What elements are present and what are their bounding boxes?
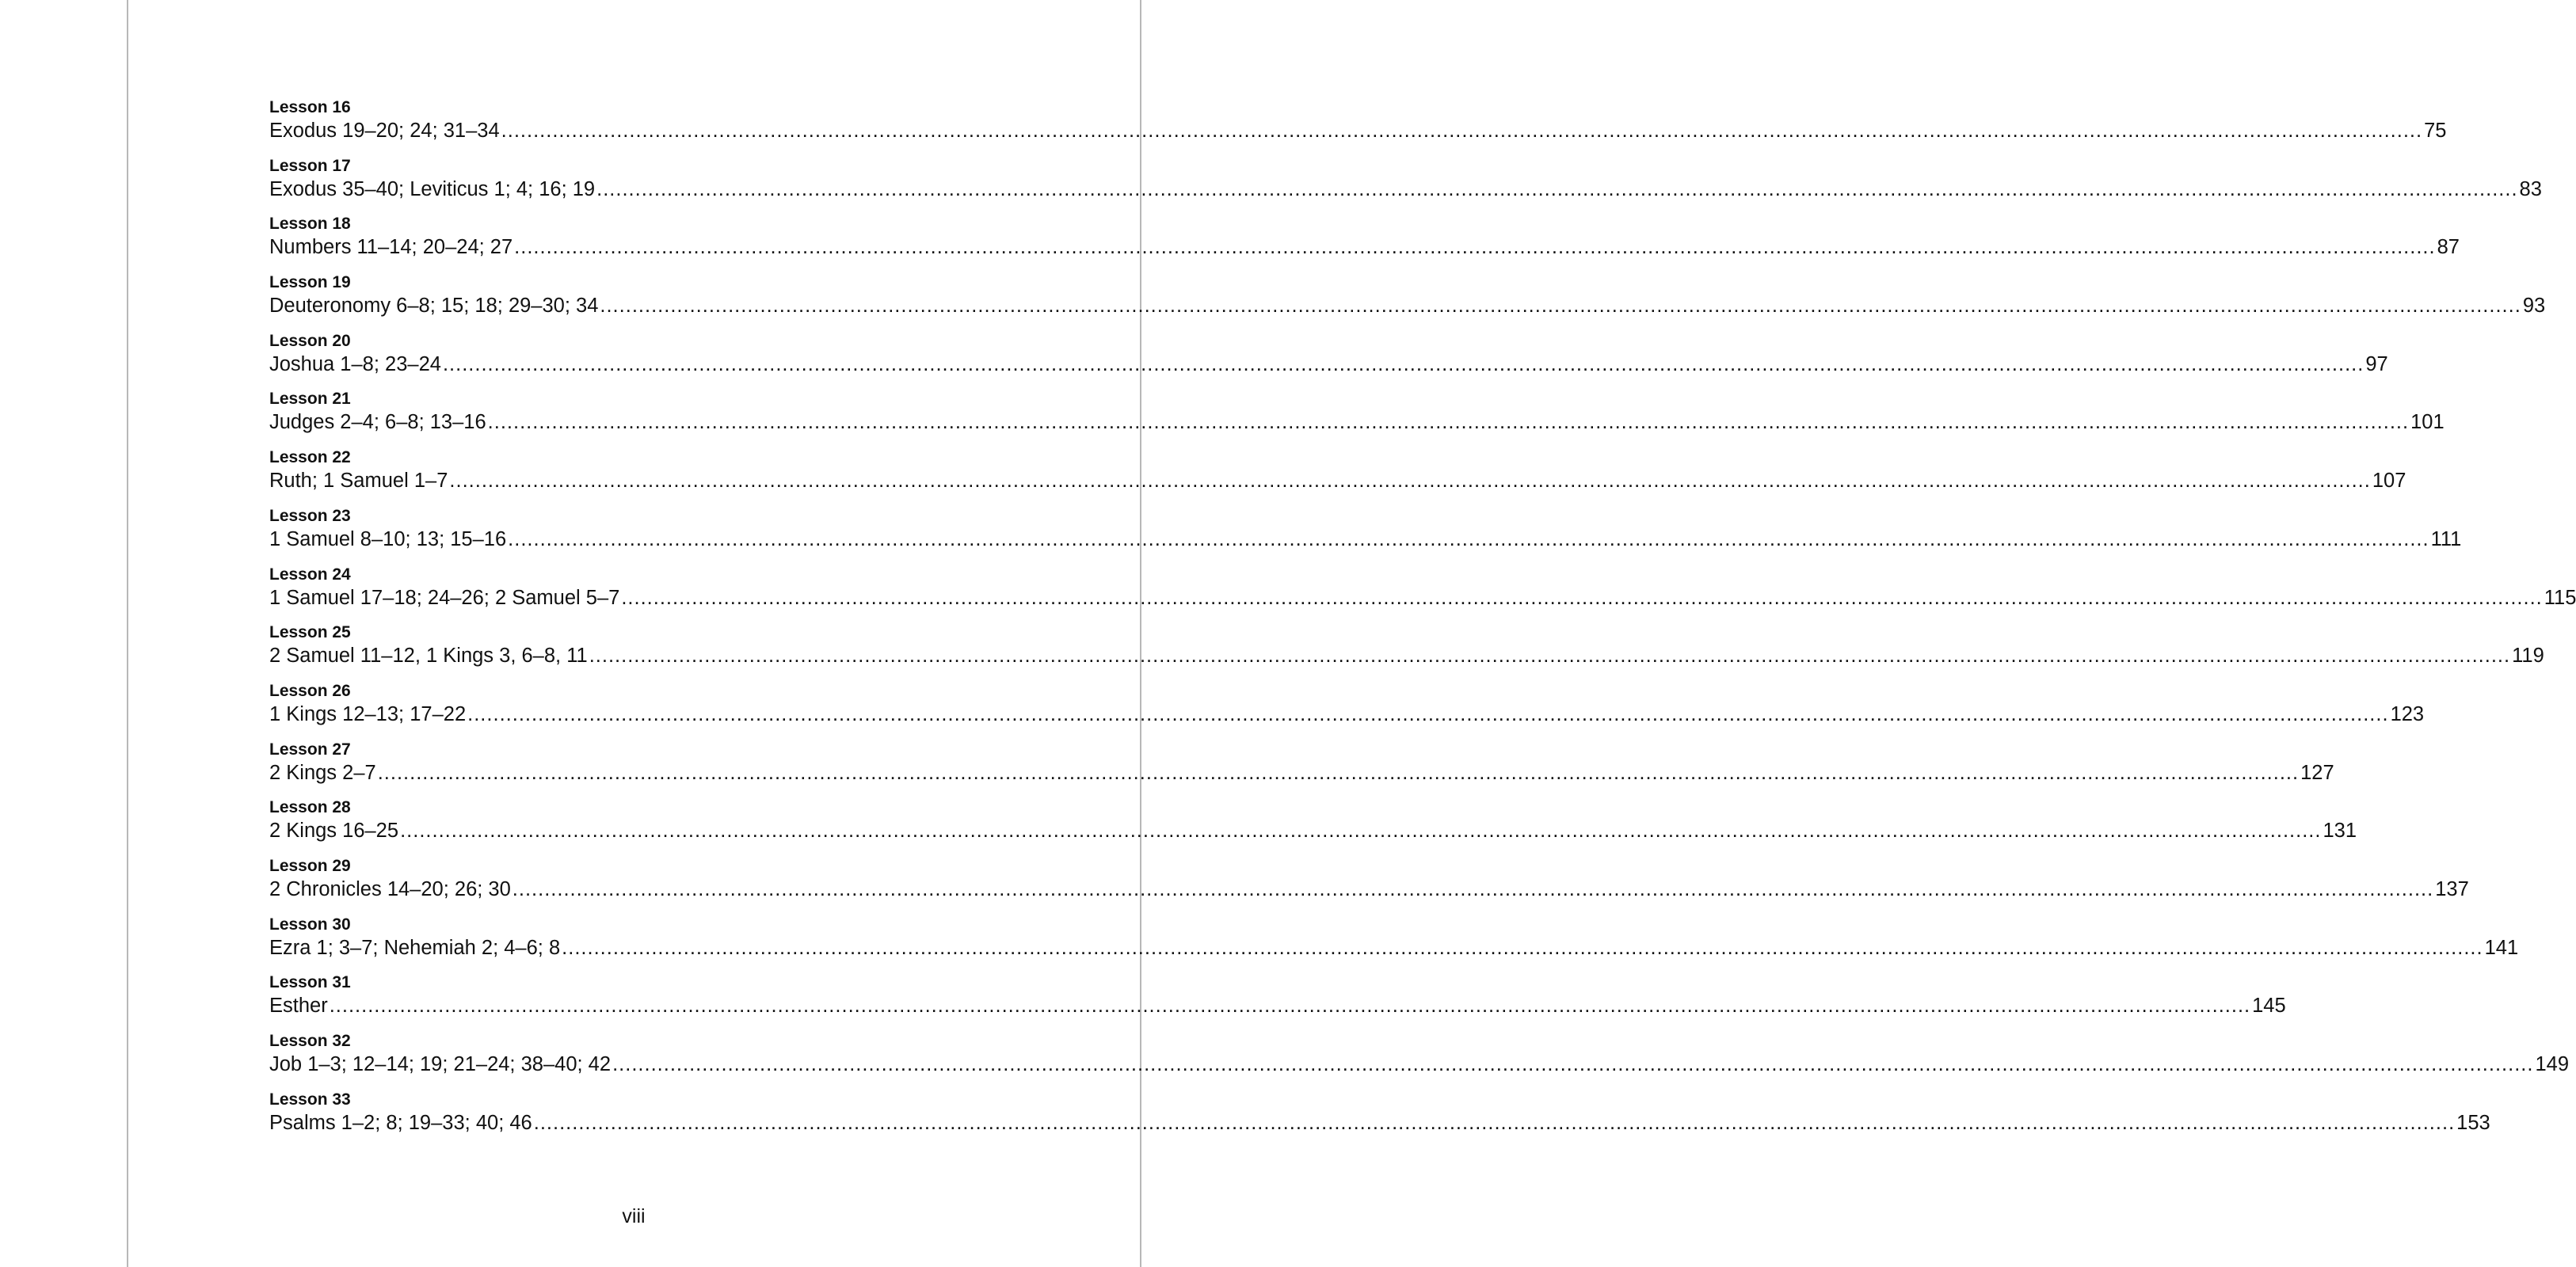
lesson-heading: Lesson 30: [269, 915, 351, 934]
page-number: 93: [2522, 295, 2546, 318]
dot-leader: ............................................................................................................................................................................................................................................................................................................: [514, 236, 2436, 259]
toc-entry: [269, 681, 2425, 740]
lesson-heading: Lesson 21: [269, 390, 351, 409]
page-number: 153: [2456, 1111, 2490, 1134]
lesson-heading: Lesson 32: [269, 1032, 351, 1050]
toc-line: [269, 760, 2334, 786]
page-number: 115: [2544, 586, 2576, 609]
lesson-heading: Lesson 20: [269, 331, 351, 350]
lesson-heading: Lesson 24: [269, 565, 351, 584]
toc-entry: [269, 856, 2469, 915]
toc-entry: [269, 97, 2447, 156]
dot-leader: ............................................................................................................................................................................................................................................................................................................: [621, 586, 2543, 609]
lesson-heading: Lesson 33: [269, 1090, 351, 1109]
toc-entry: [269, 506, 2462, 565]
lesson-heading: Lesson 25: [269, 623, 351, 642]
dot-leader: ............................................................................................................................................................................................................................................................................................................: [512, 877, 2434, 900]
toc-entry: [269, 156, 2542, 215]
dot-leader: ............................................................................................................................................................................................................................................................................................................: [600, 295, 2521, 318]
scripture-passage: 2 Samuel 11–12, 1 Kings 3, 6–8, 11: [269, 645, 588, 668]
scripture-passage: Ruth; 1 Samuel 1–7: [269, 470, 448, 493]
toc-entry: [269, 565, 2576, 623]
scripture-passage: 1 Kings 12–13; 17–22: [269, 702, 467, 725]
page-number: 107: [2372, 470, 2406, 493]
toc-line: [269, 585, 2576, 611]
toc-line: [269, 468, 2406, 493]
toc-line: [269, 1110, 2490, 1136]
dot-leader: ............................................................................................................................................................................................................................................................................................................: [442, 352, 2365, 375]
page-number: 123: [2390, 702, 2425, 725]
scripture-passage: 1 Samuel 17–18; 24–26; 2 Samuel 5–7: [269, 586, 620, 609]
toc-entry: [269, 915, 2519, 973]
toc-line: [269, 702, 2425, 727]
dot-leader: ............................................................................................................................................................................................................................................................................................................: [487, 411, 2410, 434]
scripture-passage: Deuteronomy 6–8; 15; 18; 29–30; 34: [269, 295, 599, 318]
scripture-passage: 1 Samuel 8–10; 13; 15–16: [269, 527, 507, 550]
scripture-passage: 2 Chronicles 14–20; 26; 30: [269, 877, 511, 900]
toc-entry: [269, 740, 2334, 798]
dot-leader: ............................................................................................................................................................................................................................................................................................................: [533, 1111, 2456, 1134]
toc-line: [269, 877, 2469, 902]
lesson-heading: Lesson 31: [269, 973, 351, 992]
lesson-heading: Lesson 26: [269, 681, 351, 700]
toc-entry: [269, 797, 2357, 856]
scripture-passage: Judges 2–4; 6–8; 13–16: [269, 411, 486, 434]
lesson-heading: Lesson 28: [269, 798, 351, 817]
page-number: 137: [2435, 877, 2469, 900]
toc-entry: [269, 1090, 2490, 1148]
toc-line: [269, 352, 2388, 377]
table-of-contents: [269, 97, 2576, 1147]
scripture-passage: 2 Kings 16–25: [269, 820, 399, 843]
dot-leader: ............................................................................................................................................................................................................................................................................................................: [508, 527, 2429, 550]
page-number: 87: [2437, 236, 2460, 259]
dot-leader: ............................................................................................................................................................................................................................................................................................................: [377, 761, 2300, 784]
toc-line: [269, 993, 2286, 1018]
scripture-passage: Numbers 11–14; 20–24; 27: [269, 236, 513, 259]
toc-line: [269, 818, 2357, 843]
dot-leader: ............................................................................................................................................................................................................................................................................................................: [612, 1053, 2534, 1075]
lesson-heading: Lesson 22: [269, 448, 351, 467]
dot-leader: ............................................................................................................................................................................................................................................................................................................: [400, 820, 2322, 843]
page-number: 111: [2430, 527, 2462, 550]
toc-entry: [269, 331, 2388, 390]
page-number: 127: [2300, 761, 2334, 784]
dot-leader: ............................................................................................................................................................................................................................................................................................................: [329, 995, 2251, 1018]
page-number: 75: [2424, 120, 2447, 142]
page-number: 101: [2410, 411, 2445, 434]
page-number: 149: [2535, 1053, 2570, 1075]
toc-entry: [269, 622, 2544, 681]
page-number: 145: [2252, 995, 2286, 1018]
scripture-passage: Job 1–3; 12–14; 19; 21–24; 38–40; 42: [269, 1053, 612, 1075]
toc-line: [269, 118, 2447, 143]
page-number: 83: [2519, 177, 2542, 200]
toc-line: [269, 177, 2542, 202]
toc-entry: [269, 272, 2546, 331]
scripture-passage: Exodus 35–40; Leviticus 1; 4; 16; 19: [269, 177, 596, 200]
dot-leader: ............................................................................................................................................................................................................................................................................................................: [501, 120, 2423, 142]
toc-line: [269, 1052, 2570, 1077]
page-number: 97: [2365, 352, 2388, 375]
dot-leader: ............................................................................................................................................................................................................................................................................................................: [449, 470, 2371, 493]
toc-line: [269, 643, 2544, 668]
toc-line: [269, 409, 2445, 435]
scripture-passage: 2 Kings 2–7: [269, 761, 376, 784]
lesson-heading: Lesson 18: [269, 215, 351, 234]
dot-leader: ............................................................................................................................................................................................................................................................................................................: [562, 936, 2483, 959]
page-folio: viii: [622, 1205, 646, 1227]
lesson-heading: Lesson 29: [269, 856, 351, 875]
toc-entry: [269, 389, 2445, 447]
toc-entry: [269, 1031, 2570, 1090]
dot-leader: ............................................................................................................................................................................................................................................................................................................: [589, 645, 2511, 668]
scripture-passage: Psalms 1–2; 8; 19–33; 40; 46: [269, 1111, 532, 1134]
toc-entry: [269, 214, 2460, 272]
lesson-heading: Lesson 16: [269, 98, 351, 116]
scripture-passage: Exodus 19–20; 24; 31–34: [269, 120, 500, 142]
page-number: 141: [2484, 936, 2519, 959]
scripture-passage: Ezra 1; 3–7; Nehemiah 2; 4–6; 8: [269, 936, 561, 959]
lesson-heading: Lesson 17: [269, 156, 351, 175]
lesson-heading: Lesson 19: [269, 273, 351, 292]
toc-line: [269, 935, 2519, 961]
toc-line: [269, 527, 2462, 552]
toc-entry: [269, 972, 2286, 1031]
toc-entry: [269, 447, 2406, 506]
lesson-heading: Lesson 23: [269, 506, 351, 525]
dot-leader: ............................................................................................................................................................................................................................................................................................................: [467, 702, 2389, 725]
page-number: 131: [2323, 820, 2357, 843]
dot-leader: ............................................................................................................................................................................................................................................................................................................: [596, 177, 2518, 200]
scripture-passage: Joshua 1–8; 23–24: [269, 352, 441, 375]
toc-line: [269, 293, 2546, 318]
lesson-heading: Lesson 27: [269, 740, 351, 759]
page-number: 119: [2512, 645, 2544, 668]
toc-line: [269, 234, 2460, 260]
scripture-passage: Esther: [269, 995, 328, 1018]
